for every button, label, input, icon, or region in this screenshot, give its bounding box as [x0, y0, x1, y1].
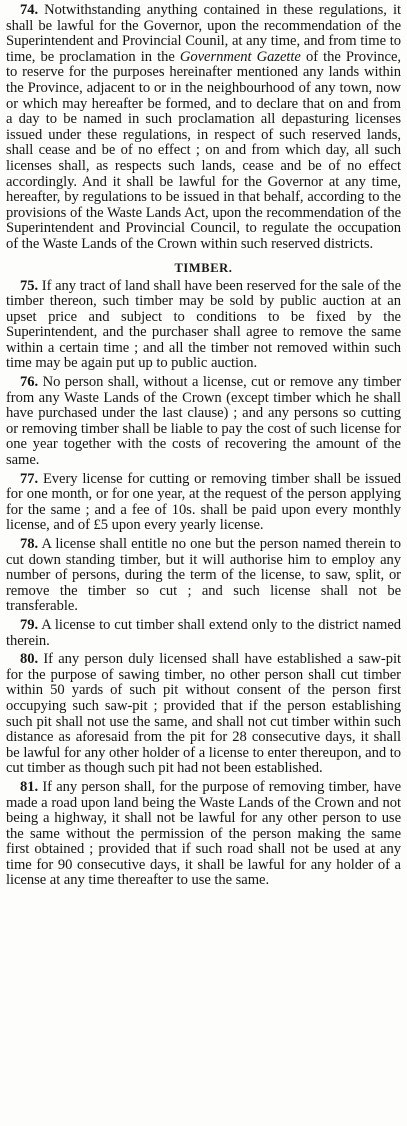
section-number: 81. [20, 778, 39, 795]
section-74 [6, 3, 401, 253]
section-80 [6, 652, 401, 777]
section-text: of the Province, to reserve for the purposes hereinafter mentioned any lands within the Province, adjacent to or in the neighbourhood of any town, now or which may hereafter be formed, and to declare that on and from a day to be named in such proclamation all depasturing licenses issued under these regulations, in respect of such reserved lands, shall cease and be of no effect ; on and from which day, all such licenses shall, as respects such lands, cease and be of no effect accordingly. And it shall be lawful for the Governor at any time, hereafter, by regulations to be issued in that behalf, according to the provisions of the Waste Lands Act, upon the recommendation of the Superintendent and Provincial Council, to regulate the occupation of the Waste Lands of the Crown within such reserved districts. [6, 48, 401, 252]
section-77 [6, 472, 401, 534]
section-76 [6, 375, 401, 469]
section-number: 76. [20, 374, 39, 391]
gazette-title: Government Gazette [179, 48, 301, 65]
section-number: 75. [20, 277, 39, 294]
section-text: Notwithstanding anything contained in these regulations, it shall be lawful for the Governor, upon the recommendation of the Superintendent and Provincial Counil, at any time, and from time to time, be proclamation in the [6, 2, 401, 65]
section-heading: TIMBER. [174, 260, 233, 275]
section-number: 79. [20, 616, 39, 633]
section-75 [6, 279, 401, 373]
section-text: A license shall entitle no one but the person named therein to cut down standing timber, but it will authorise him to employ any number of persons, during the term of the license, to saw, split, or remove the timber so cut ; and such license shall not be transferable. [6, 536, 401, 615]
section-text: A license to cut timber shall extend only to the district named therein. [6, 616, 401, 649]
section-text: If any person duly licensed shall have established a saw-pit for the purpose of sawing timber, no other person shall cut timber within 50 yards of such pit without consent of the person first occupying such saw-pit ; provided that if the person establishing such pit shall not use the same, and shall not cut timber within such distance as aforesaid from the pit for 28 consecutive days, it shall be lawful for any other holder of a license to enter thereupon, and to cut timber as though such pit had not been established. [6, 651, 401, 777]
section-text: If any person shall, for the purpose of removing timber, have made a road upon land being the Waste Lands of the Crown and not being a highway, it shall not be lawful for any other person to use the same without the permission of the person making the same first obtained ; provided that if such road shall not be used at any time for 90 consecutive days, it shall be lawful for any holder of a license at any time thereafter to use the same. [6, 778, 401, 889]
section-81 [6, 780, 401, 889]
section-78 [6, 537, 401, 615]
section-text: No person shall, without a license, cut or remove any timber from any Waste Lands of the Crown (except timber which he shall have purchased under the last clause) ; and any persons so cutting or removing timber shall be liable to pay the cost of such license for one year together with the costs of recovering the amount of the same. [6, 374, 401, 469]
section-number: 77. [20, 470, 39, 487]
section-text: Every license for cutting or removing timber shall be issued for one month, or for one year, at the request of the person applying for the same ; and a fee of 10s. shall be paid upon every monthly license, and of £5 upon every yearly license. [6, 470, 401, 534]
section-number: 74. [20, 2, 39, 18]
section-number: 80. [20, 651, 39, 668]
section-79 [6, 618, 401, 649]
section-number: 78. [20, 536, 39, 552]
section-text: If any tract of land shall have been reserved for the sale of the timber thereon, such timber may be sold by public auction at an upset price and subject to conditions to be fixed by the Superintendent, and the purchaser shall agree to remove the same within a certain time ; and all the timber not removed within such time may be again put up to public auction. [6, 277, 401, 372]
